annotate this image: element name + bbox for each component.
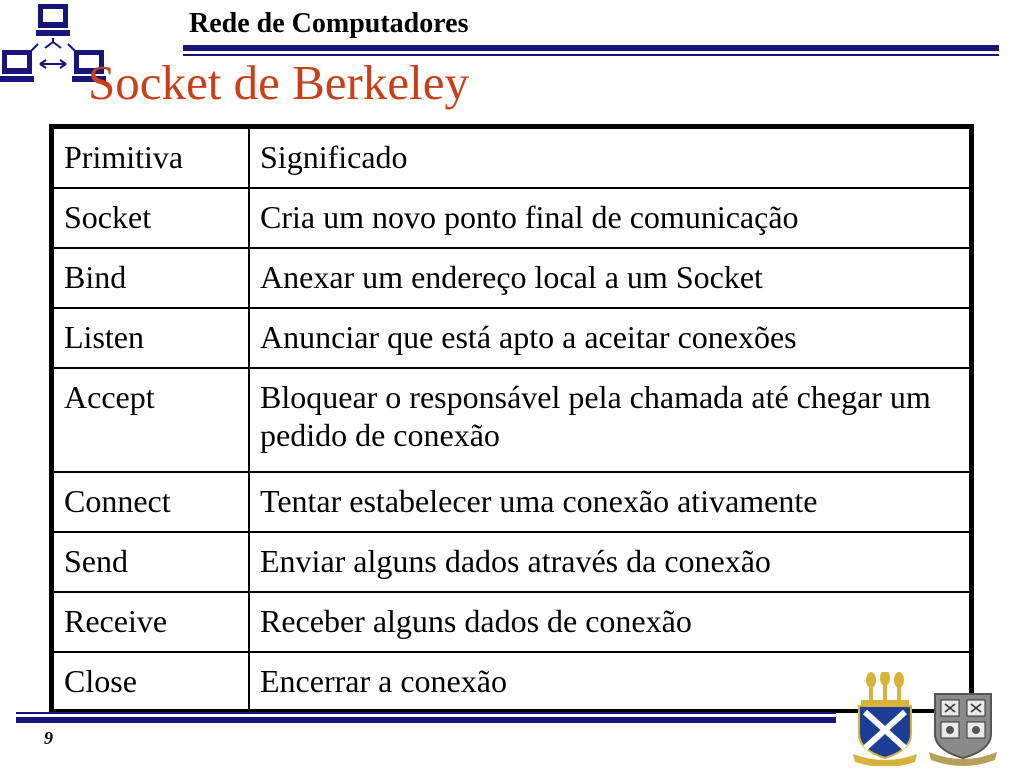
meaning-cell: Cria um novo ponto final de comunicação [249,188,970,248]
meaning-cell: Receber alguns dados de conexão [249,592,970,652]
table-row [53,472,970,532]
university-crest-icon [851,672,919,766]
footer-divider-thin [16,712,836,714]
primitive-cell: Listen [53,308,249,368]
header-divider [183,45,999,51]
table-row [53,248,970,308]
meaning-cell: Bloquear o responsável pela chamada até chegar um pedido de conexão [249,368,970,472]
primitives-table [49,124,974,712]
course-title: Rede de Computadores [189,8,469,39]
slide-title: Socket de Berkeley [88,55,469,110]
footer-divider [16,717,836,723]
table-row [53,308,970,368]
primitive-cell: Bind [53,248,249,308]
table-header-row [53,128,970,188]
meaning-cell: Enviar alguns dados através da conexão [249,532,970,592]
table-row [53,532,970,592]
meaning-cell: Anexar um endereço local a um Socket [249,248,970,308]
meaning-cell: Encerrar a conexão [249,652,970,712]
table-row [53,652,970,712]
primitive-cell: Receive [53,592,249,652]
primitive-cell: Socket [53,188,249,248]
primitive-cell: Connect [53,472,249,532]
primitive-cell: Close [53,652,249,712]
institute-crest-icon [929,690,997,766]
table-row [53,368,970,472]
table-row [53,592,970,652]
table-row [53,188,970,248]
primitive-cell: Accept [53,368,249,472]
page-number: 9 [44,728,53,748]
primitive-cell: Send [53,532,249,592]
meaning-cell: Tentar estabelecer uma conexão ativamente [249,472,970,532]
table-header-cell: Primitiva [53,128,249,188]
table-header-cell: Significado [249,128,970,188]
meaning-cell: Anunciar que está apto a aceitar conexões [249,308,970,368]
